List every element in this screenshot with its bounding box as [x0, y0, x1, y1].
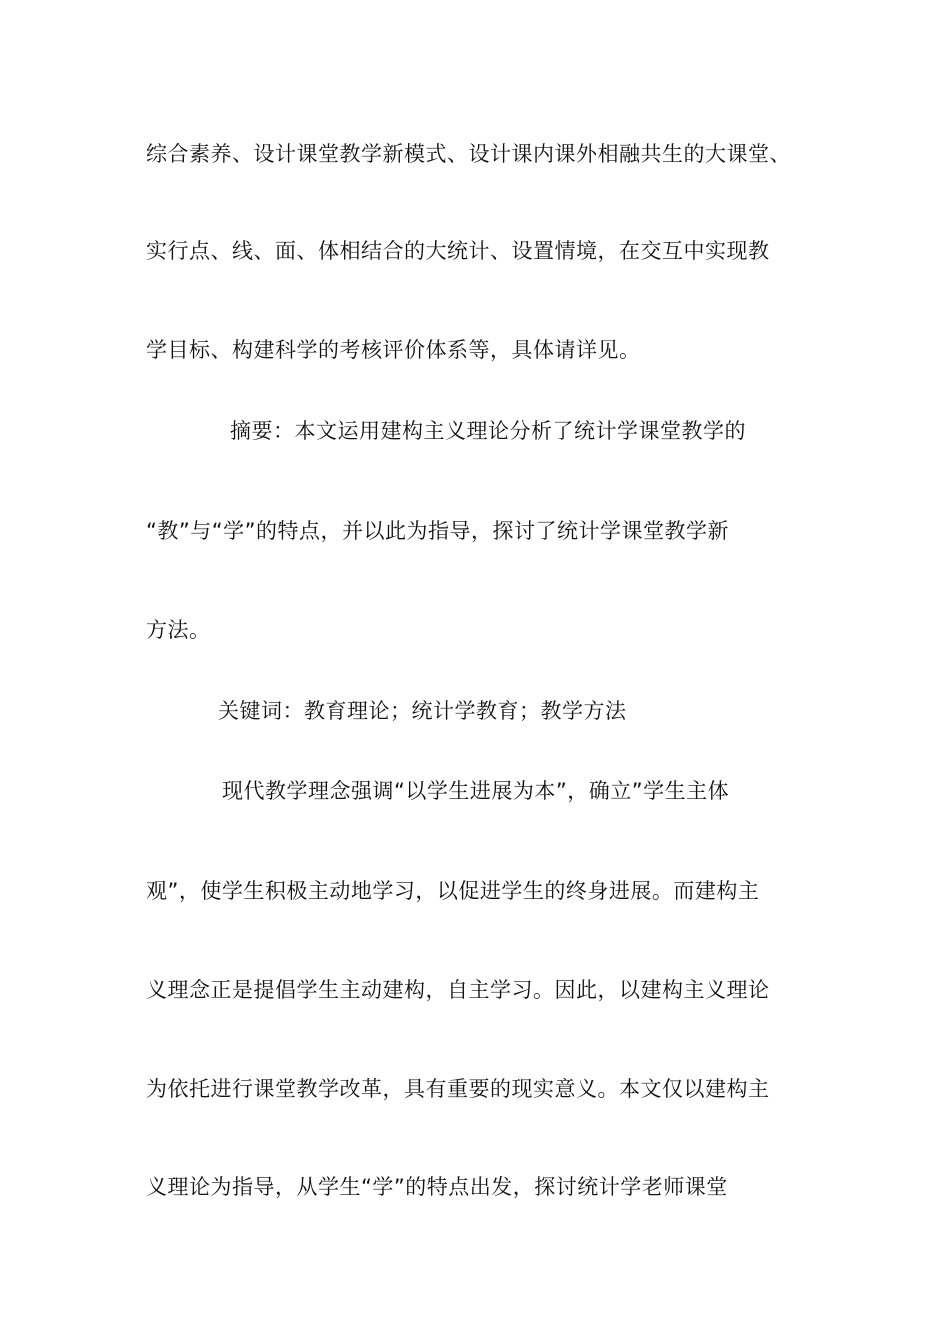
- body-text-line: 实行点、线、面、体相结合的大统计、设置情境，在交互中实现教: [146, 239, 770, 263]
- abstract-line: “教”与“学”的特点，并以此为指导，探讨了统计学课堂教学新: [146, 519, 730, 543]
- body-text-line: 现代教学理念强调“以学生进展为本”，确立”学生主体: [222, 779, 730, 803]
- abstract-line: 方法。: [146, 618, 211, 642]
- body-text-line: 观”，使学生积极主动地学习，以促进学生的终身进展。而建构主: [146, 879, 760, 903]
- body-text-line: 综合素养、设计课堂教学新模式、设计课内课外相融共生的大课堂、: [146, 142, 791, 166]
- body-text-line: 为依托进行课堂教学改革，具有重要的现实意义。本文仅以建构主: [146, 1077, 770, 1101]
- body-text-line: 义理论为指导，从学生“学”的特点出发，探讨统计学老师课堂: [146, 1175, 728, 1199]
- body-text-line: 义理念正是提倡学生主动建构，自主学习。因此，以建构主义理论: [146, 978, 770, 1002]
- abstract-line: 摘要：本文运用建构主义理论分析了统计学课堂教学的: [230, 419, 746, 443]
- keywords-line: 关键词：教育理论；统计学教育；教学方法: [218, 699, 627, 723]
- body-text-line: 学目标、构建科学的考核评价体系等，具体请详见。: [146, 338, 641, 362]
